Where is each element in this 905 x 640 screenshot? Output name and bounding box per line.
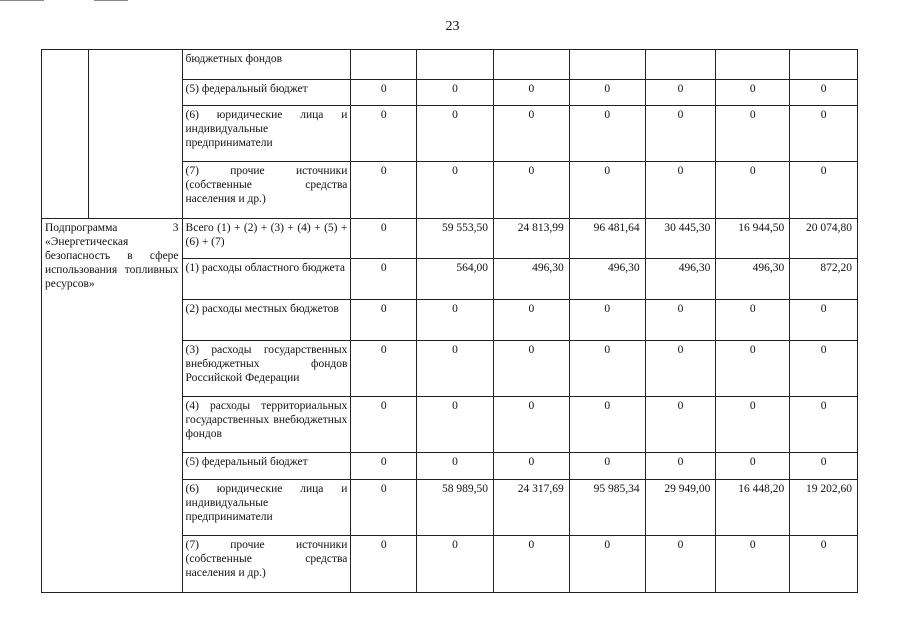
value-cell: 0 — [645, 397, 716, 453]
value-cell: 0 — [790, 300, 858, 341]
value-cell: 16 944,50 — [716, 219, 790, 259]
value-cell: 0 — [493, 341, 569, 397]
value-cell: 95 985,34 — [569, 480, 645, 536]
funding-source: (4) расходы территориальных государственных внебюджетных фондов — [182, 397, 351, 453]
funding-source: Всего (1) + (2) + (3) + (4) + (5) + (6) + (7) — [182, 219, 351, 259]
value-cell: 16 448,20 — [716, 480, 790, 536]
value-cell: 0 — [417, 300, 494, 341]
value-cell — [790, 50, 858, 80]
funding-source: (6) юридические лица и индивидуальные предприниматели — [182, 480, 351, 536]
value-cell: 0 — [351, 259, 417, 300]
value-cell: 0 — [716, 397, 790, 453]
value-cell: 0 — [351, 536, 417, 593]
value-cell: 0 — [569, 341, 645, 397]
funding-source: (5) федеральный бюджет — [182, 453, 351, 480]
value-cell: 0 — [569, 162, 645, 219]
value-cell: 0 — [569, 397, 645, 453]
value-cell: 0 — [716, 300, 790, 341]
value-cell — [351, 50, 417, 80]
value-cell: 0 — [493, 397, 569, 453]
value-cell: 0 — [493, 162, 569, 219]
subprogram-title: Подпрограмма 3 «Энергетическая безопасность в сфере использования топливных ресурсов» — [42, 219, 183, 593]
value-cell: 0 — [790, 162, 858, 219]
value-cell: 496,30 — [716, 259, 790, 300]
value-cell: 0 — [417, 341, 494, 397]
value-cell: 0 — [417, 397, 494, 453]
funding-source: (7) прочие источники (собственные средства населения и др.) — [182, 162, 351, 219]
value-cell: 0 — [645, 341, 716, 397]
empty-program-cell — [88, 50, 182, 219]
value-cell: 0 — [493, 80, 569, 106]
funding-source: (5) федеральный бюджет — [182, 80, 351, 106]
value-cell — [645, 50, 716, 80]
value-cell: 0 — [417, 536, 494, 593]
value-cell: 496,30 — [569, 259, 645, 300]
value-cell: 0 — [790, 341, 858, 397]
value-cell: 0 — [569, 80, 645, 106]
value-cell: 24 813,99 — [493, 219, 569, 259]
value-cell: 24 317,69 — [493, 480, 569, 536]
value-cell: 496,30 — [493, 259, 569, 300]
value-cell: 496,30 — [645, 259, 716, 300]
value-cell: 0 — [569, 453, 645, 480]
value-cell: 0 — [417, 106, 494, 162]
table-row — [42, 219, 858, 259]
value-cell: 0 — [493, 536, 569, 593]
value-cell: 0 — [716, 80, 790, 106]
value-cell: 0 — [645, 80, 716, 106]
value-cell: 0 — [716, 536, 790, 593]
funding-source: (3) расходы государственных внебюджетных фондов Российской Федерации — [182, 341, 351, 397]
value-cell: 0 — [351, 453, 417, 480]
value-cell — [569, 50, 645, 80]
value-cell: 872,20 — [790, 259, 858, 300]
value-cell — [716, 50, 790, 80]
value-cell: 0 — [351, 300, 417, 341]
value-cell: 0 — [351, 80, 417, 106]
value-cell: 0 — [351, 480, 417, 536]
value-cell — [493, 50, 569, 80]
value-cell: 0 — [493, 106, 569, 162]
funding-source: бюджетных фондов — [182, 50, 351, 80]
value-cell: 0 — [645, 453, 716, 480]
scan-artifact — [0, 0, 44, 1]
budget-table — [41, 49, 858, 593]
funding-source: (1) расходы областного бюджета — [182, 259, 351, 300]
value-cell: 0 — [790, 536, 858, 593]
value-cell: 0 — [716, 341, 790, 397]
value-cell: 0 — [351, 397, 417, 453]
value-cell: 30 445,30 — [645, 219, 716, 259]
scan-artifact — [94, 0, 128, 1]
value-cell: 0 — [569, 106, 645, 162]
page-number: 23 — [445, 19, 460, 34]
value-cell: 0 — [645, 536, 716, 593]
value-cell: 19 202,60 — [790, 480, 858, 536]
value-cell: 0 — [716, 106, 790, 162]
value-cell: 0 — [716, 162, 790, 219]
value-cell: 564,00 — [417, 259, 494, 300]
value-cell: 0 — [351, 219, 417, 259]
value-cell: 0 — [569, 536, 645, 593]
value-cell: 0 — [569, 300, 645, 341]
budget-table-body — [42, 50, 858, 593]
value-cell: 0 — [417, 453, 494, 480]
value-cell: 0 — [417, 80, 494, 106]
value-cell: 0 — [645, 300, 716, 341]
value-cell — [417, 50, 494, 80]
value-cell: 0 — [351, 106, 417, 162]
value-cell: 0 — [790, 106, 858, 162]
value-cell: 0 — [645, 106, 716, 162]
table-row — [42, 50, 858, 80]
value-cell: 96 481,64 — [569, 219, 645, 259]
value-cell: 58 989,50 — [417, 480, 494, 536]
value-cell: 0 — [493, 453, 569, 480]
value-cell: 59 553,50 — [417, 219, 494, 259]
value-cell: 29 949,00 — [645, 480, 716, 536]
value-cell: 0 — [790, 453, 858, 480]
value-cell: 0 — [716, 453, 790, 480]
value-cell: 0 — [417, 162, 494, 219]
value-cell: 0 — [790, 80, 858, 106]
value-cell: 20 074,80 — [790, 219, 858, 259]
empty-number-cell — [42, 50, 89, 219]
value-cell: 0 — [351, 162, 417, 219]
funding-source: (6) юридические лица и индивидуальные предприниматели — [182, 106, 351, 162]
value-cell: 0 — [493, 300, 569, 341]
value-cell: 0 — [790, 397, 858, 453]
funding-source: (7) прочие источники (собственные средства населения и др.) — [182, 536, 351, 593]
value-cell: 0 — [645, 162, 716, 219]
funding-source: (2) расходы местных бюджетов — [182, 300, 351, 341]
value-cell: 0 — [351, 341, 417, 397]
